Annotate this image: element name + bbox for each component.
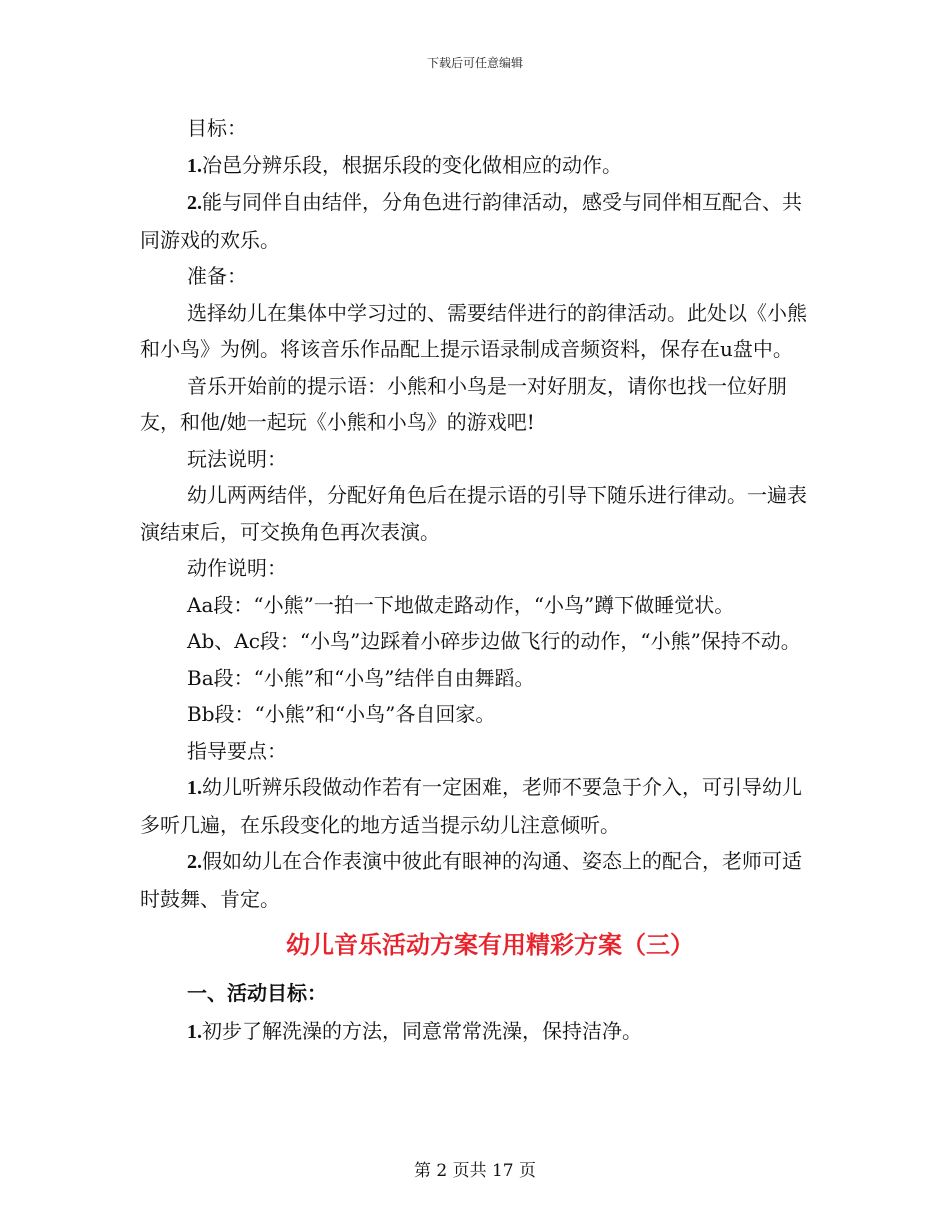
play-label: 玩法说明： — [187, 446, 287, 471]
goal-item-2 — [140, 184, 820, 258]
goal-label: 目标： — [187, 116, 247, 140]
section-item-1-number: 1. — [187, 1021, 202, 1043]
guide-item-1-text: 幼儿听辨乐段做动作若有一定困难，老师不要急于介入，可引导幼儿多听几遍，在乐段变化的地方适当提示幼儿注意倾听。 — [140, 775, 802, 837]
action-ba: Ba段：“小熊”和“小鸟”结伴自由舞蹈。 — [187, 665, 535, 690]
goal-item-1-text: 冶邑分辨乐段，根据乐段的变化做相应的动作。 — [202, 152, 622, 177]
section-subheading: 一、活动目标： — [187, 981, 327, 1005]
action-label: 动作说明： — [187, 556, 287, 580]
prep-label: 准备： — [187, 264, 247, 288]
goal-item-2-text: 能与同伴自由结伴，分角色进行韵律活动，感受与同伴相互配合、共同游戏的欢乐。 — [140, 190, 802, 252]
section-item-1-text: 初步了解洗澡的方法，同意常常洗澡，保持洁净。 — [202, 1019, 642, 1043]
guide-item-1-number: 1. — [187, 777, 202, 799]
guide-item-1 — [140, 769, 820, 843]
guide-item-2 — [140, 843, 820, 917]
goal-item-1 — [140, 147, 820, 185]
document-body — [140, 110, 820, 1051]
page-footer: 第 2 页共 17 页 — [413, 1161, 537, 1181]
prep-paragraph: 选择幼儿在集体中学习过的、需要结伴进行的韵律活动。此处以《小熊和小鸟》为例。将该音乐作品配上提示语录制成音频资料，保存在u盘中。 — [140, 300, 807, 361]
section-title: 幼儿音乐活动方案有用精彩方案（三） — [286, 931, 694, 959]
prompt-paragraph: 音乐开始前的提示语：小熊和小鸟是一对好朋友，请你也找一位好朋友，和他/她一起玩《小熊和小鸟》的游戏吧! — [140, 373, 787, 434]
page-header: 下载后可任意编辑 — [426, 56, 523, 70]
goal-item-1-number: 1. — [187, 154, 202, 177]
guide-item-2-number: 2. — [187, 851, 202, 873]
action-bb: Bb段：“小熊”和“小鸟”各自回家。 — [187, 702, 496, 726]
section-item-1 — [140, 1013, 820, 1051]
goal-item-2-number: 2. — [187, 192, 202, 214]
play-paragraph: 幼儿两两结伴，分配好角色后在提示语的引导下随乐进行律动。一遍表演结束后，可交换角色再次表演。 — [140, 483, 807, 544]
action-aa: Aa段：“小熊”一拍一下地做走路动作，“小鸟”蹲下做睡觉状。 — [187, 592, 735, 617]
action-ab: Ab、Ac段：“小鸟”边踩着小碎步边做飞行的动作，“小熊”保持不动。 — [187, 629, 801, 653]
guide-label: 指导要点： — [187, 738, 287, 763]
guide-item-2-text: 假如幼儿在合作表演中彼此有眼神的沟通、姿态上的配合，老师可适时鼓舞、肯定。 — [140, 849, 802, 911]
